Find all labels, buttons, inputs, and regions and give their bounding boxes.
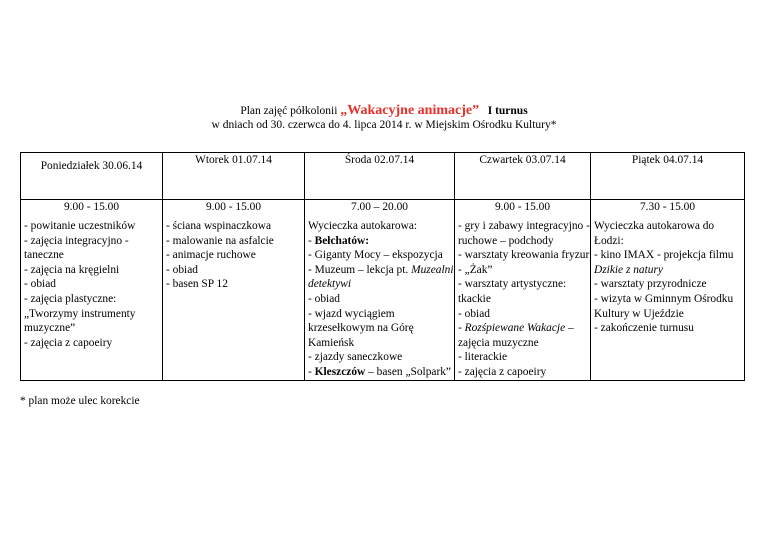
- list-item: - obiad: [308, 292, 340, 305]
- list-item: - Bełchatów:: [308, 234, 370, 247]
- list-item: detektywi: [308, 278, 352, 291]
- list-item: tkackie: [458, 292, 491, 305]
- hours-mon: 9.00 - 15.00: [63, 201, 120, 213]
- hours-fri: 7.30 - 15.00: [639, 201, 696, 213]
- list-item: - obiad: [166, 263, 198, 276]
- list-item: - wjazd wyciągiem: [308, 307, 395, 320]
- list-item: - ściana wspinaczkowa: [166, 220, 272, 232]
- list-item: Kamieńsk: [308, 336, 355, 349]
- list-item: - animacje ruchowe: [166, 249, 256, 262]
- list-item: Dzikie z natury: [594, 263, 663, 276]
- list-item: - zajęcia na kręgielni: [24, 263, 120, 276]
- list-item: „Tworzymy instrumenty: [24, 307, 136, 320]
- list-item: - „Żak”: [458, 263, 493, 276]
- day-cell-mon: [21, 200, 163, 381]
- day-header-tue: Wtorek 01.07.14: [163, 153, 305, 200]
- list-item: - zajęcia integracyjno -: [24, 234, 129, 247]
- title-turnus: I turnus: [487, 105, 528, 117]
- list-item: taneczne: [24, 249, 64, 262]
- list-item: - literackie: [458, 351, 508, 364]
- list-item: Wycieczka autokarowa:: [308, 220, 418, 232]
- list-item: - zajęcia z capoeiry: [24, 336, 113, 349]
- day-header-fri: Piątek 04.07.14: [591, 153, 745, 200]
- list-item: - Muzeum – lekcja pt. Muzealni: [308, 263, 454, 276]
- day-header-mon: Poniedziałek 30.06.14: [21, 153, 163, 200]
- list-item: - zajęcia z capoeiry: [458, 365, 547, 378]
- list-item: Łodzi:: [594, 234, 624, 247]
- list-item: - Rozśpiewane Wakacje –: [458, 322, 574, 335]
- list-item: - kino IMAX - projekcja filmu: [594, 249, 734, 262]
- list-item: - wizyta w Gminnym Ośrodku: [594, 292, 734, 305]
- list-item: Wycieczka autokarowa do: [594, 220, 715, 232]
- header-row: [21, 153, 745, 200]
- day-header-wed: Środa 02.07.14: [305, 153, 455, 200]
- content-row: [21, 200, 745, 381]
- day-cell-wed: [305, 200, 455, 381]
- list-item: - gry i zabawy integracyjno -: [458, 220, 590, 232]
- title-highlight: „Wakacyjne animacje”: [340, 103, 480, 118]
- list-item: - warsztaty przyrodnicze: [594, 278, 707, 291]
- list-item: - powitanie uczestników: [24, 220, 136, 232]
- day-cell-fri: [591, 200, 745, 381]
- list-item: - zajęcia plastyczne:: [24, 292, 117, 305]
- list-item: - malowanie na asfalcie: [166, 234, 274, 247]
- day-cell-tue: [163, 200, 305, 381]
- list-item: muzyczne”: [24, 322, 76, 335]
- list-item: - Kleszczów – basen „Solpark”: [308, 365, 451, 378]
- list-item: - obiad: [24, 278, 56, 291]
- list-item: - Giganty Mocy – ekspozycja: [308, 249, 443, 262]
- footnote: * plan może ulec korekcie: [20, 395, 140, 407]
- list-item: - warsztaty artystyczne:: [458, 278, 567, 291]
- hours-wed: 7.00 – 20.00: [351, 201, 408, 213]
- title-prefix: Plan zajęć półkolonii: [240, 105, 341, 117]
- day-cell-thu: [455, 200, 591, 381]
- list-item: - zjazdy saneczkowe: [308, 351, 403, 364]
- list-item: - basen SP 12: [166, 278, 228, 291]
- title-line-2: w dniach od 30. czerwca do 4. lipca 2014 r. w Miejskim Ośrodku Kultury*: [211, 119, 557, 131]
- list-item: krzesełkowym na Górę: [308, 322, 414, 335]
- list-item: - warsztaty kreowania fryzur: [458, 249, 590, 262]
- list-item: ruchowe – podchody: [458, 234, 554, 247]
- list-item: - zakończenie turnusu: [594, 322, 694, 335]
- hours-thu: 9.00 - 15.00: [494, 201, 551, 213]
- document-title: [0, 104, 768, 132]
- day-header-thu: Czwartek 03.07.14: [455, 153, 591, 200]
- list-item: Kultury w Ujeździe: [594, 307, 684, 320]
- list-item: - obiad: [458, 307, 490, 320]
- title-line-1: [0, 104, 768, 118]
- hours-tue: 9.00 - 15.00: [205, 201, 262, 213]
- schedule-table: [20, 152, 745, 381]
- list-item: zajęcia muzyczne: [458, 336, 539, 349]
